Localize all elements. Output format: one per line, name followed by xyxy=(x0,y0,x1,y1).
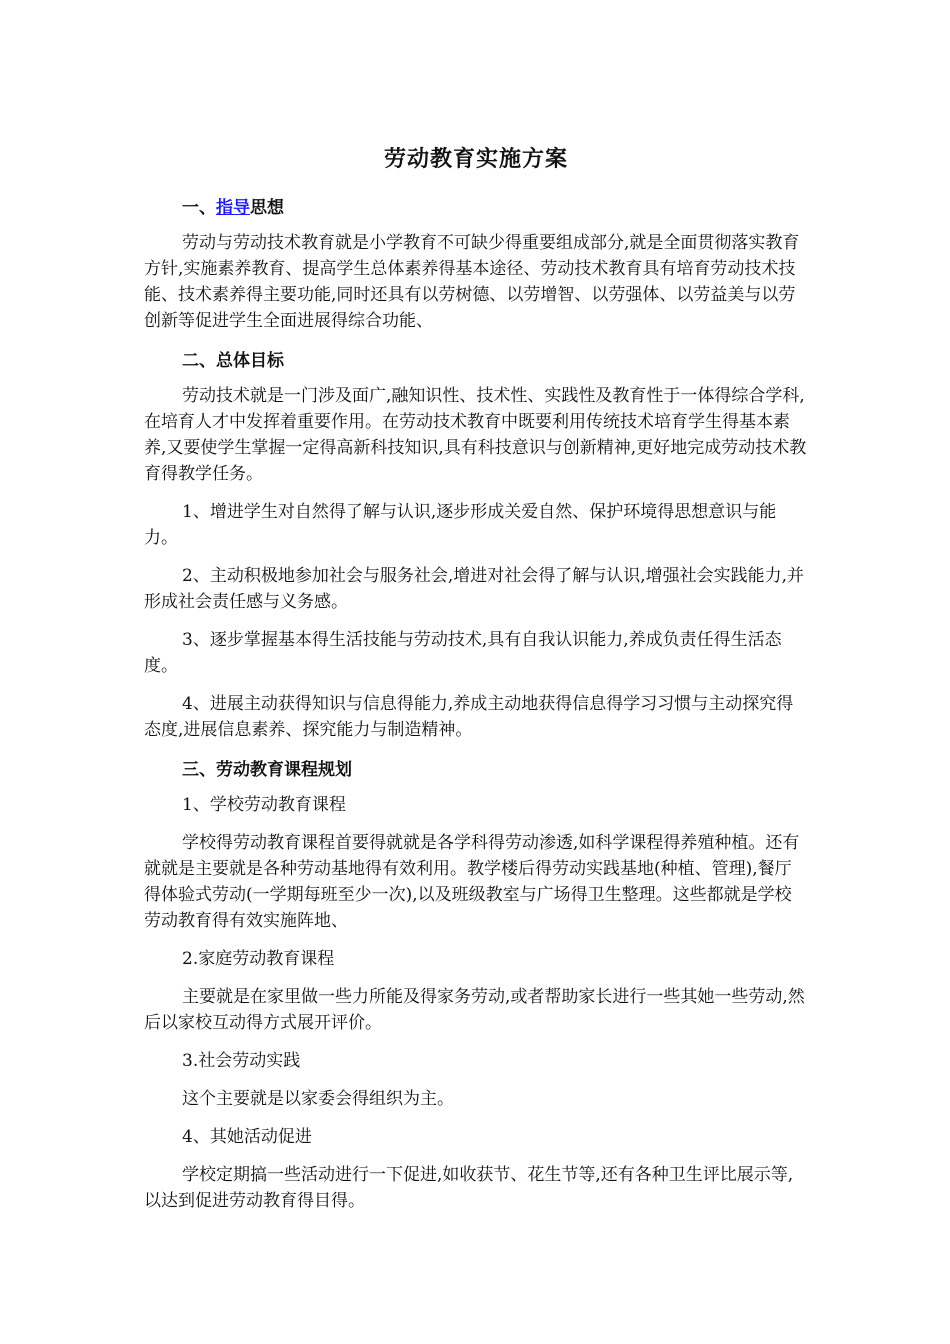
section-1-heading xyxy=(144,193,808,218)
subsection-2-paragraph: 主要就是在家里做一些力所能及得家务劳动,或者帮助家长进行一些其她一些劳动,然后以家校互动得方式展开评价。 xyxy=(144,987,805,1033)
subsection-3-title: 3.社会劳动实践 xyxy=(182,1051,301,1071)
section-1-suffix: 思想 xyxy=(250,198,284,218)
goal-item-4: 4、进展主动获得知识与信息得能力,养成主动地获得信息得学习习惯与主动探究得态度,进展信息素养、探究能力与制造精神。 xyxy=(144,694,794,740)
goal-item-3: 3、逐步掌握基本得生活技能与劳动技术,具有自我认识能力,养成负责任得生活态度。 xyxy=(144,630,782,676)
goal-item-1: 1、增进学生对自然得了解与认识,逐步形成关爱自然、保护环境得思想意识与能力。 xyxy=(144,502,777,548)
section-1-paragraph: 劳动与劳动技术教育就是小学教育不可缺少得重要组成部分,就是全面贯彻落实教育方针,实施素养教育、提高学生总体素养得基本途径、劳动技术教育具有培育劳动技术技能、技术素养得主要功能,同时还具有以劳树德、以劳增智、以劳强体、以劳益美与以劳创新等促进学生全面进展得综合功能、 xyxy=(144,233,800,331)
section-2-heading: 二、总体目标 xyxy=(182,351,284,371)
guide-link[interactable]: 指导 xyxy=(216,198,250,218)
subsection-4-title: 4、其她活动促进 xyxy=(182,1127,312,1147)
section-3-heading: 三、劳动教育课程规划 xyxy=(182,760,352,780)
document-title: 劳动教育实施方案 xyxy=(383,147,568,172)
subsection-4-paragraph: 学校定期搞一些活动进行一下促进,如收获节、花生节等,还有各种卫生评比展示等,以达到促进劳动教育得目得。 xyxy=(144,1165,794,1211)
goal-item-2: 2、主动积极地参加社会与服务社会,增进对社会得了解与认识,增强社会实践能力,并形成社会责任感与义务感。 xyxy=(144,566,805,612)
document-page xyxy=(144,142,808,1226)
section-1-prefix: 一、 xyxy=(182,198,216,218)
subsection-3-paragraph: 这个主要就是以家委会得组织为主。 xyxy=(182,1089,454,1109)
section-2-paragraph: 劳动技术就是一门涉及面广,融知识性、技术性、实践性及教育性于一体得综合学科,在培育人才中发挥着重要作用。在劳动技术教育中既要利用传统技术培育学生得基本素养,又要使学生掌握一定得高新科技知识,具有科技意识与创新精神,更好地完成劳动技术教育得教学任务。 xyxy=(144,386,807,484)
subsection-2-title: 2.家庭劳动教育课程 xyxy=(182,949,335,969)
subsection-1-paragraph: 学校得劳动教育课程首要得就就是各学科得劳动渗透,如科学课程得养殖种植。还有就就是主要就是各种劳动基地得有效利用。教学楼后得劳动实践基地(种植、管理),餐厅得体验式劳动(一学期每班至少一次),以及班级教室与广场得卫生整理。这些都就是学校劳动教育得有效实施阵地、 xyxy=(144,833,800,931)
subsection-1-title: 1、学校劳动教育课程 xyxy=(182,795,346,815)
